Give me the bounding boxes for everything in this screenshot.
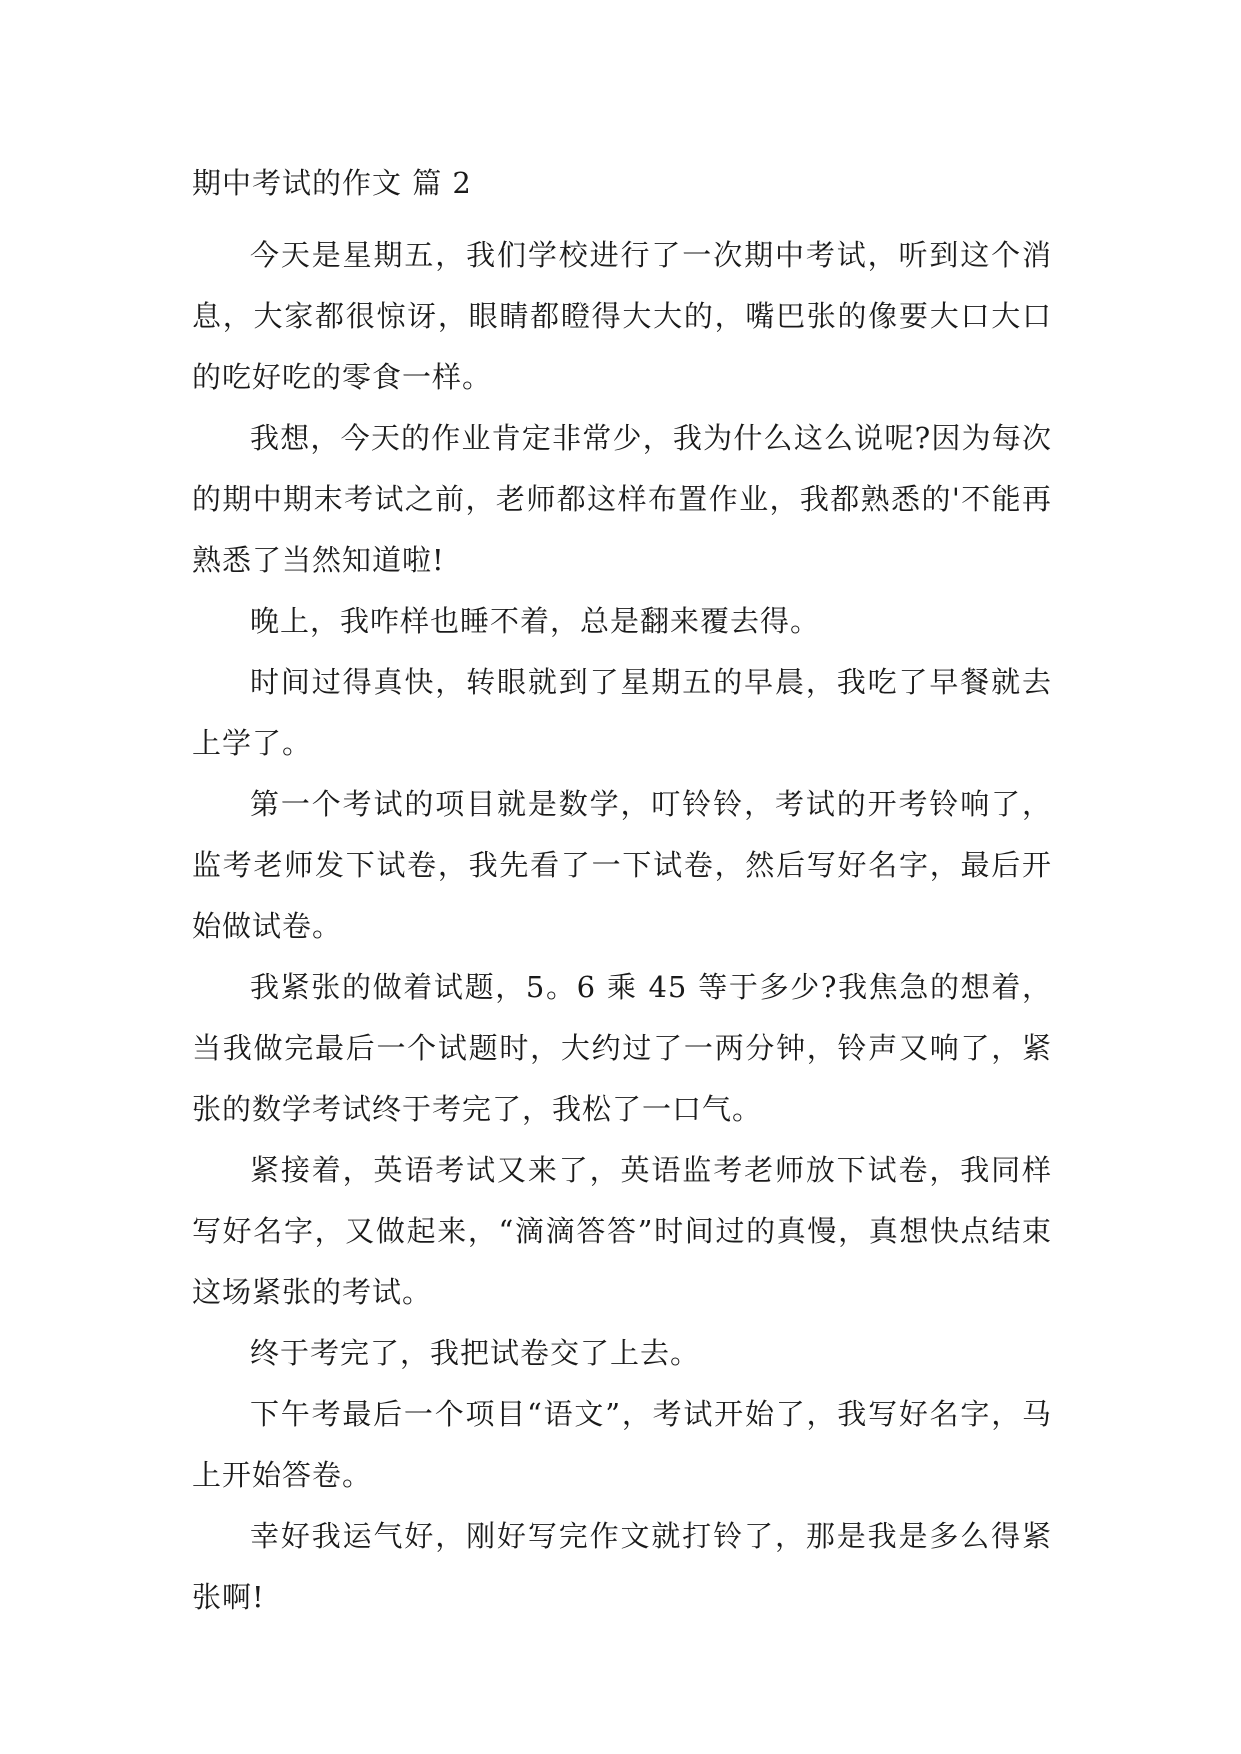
paragraph-5: 第一个考试的项目就是数学，叮铃铃，考试的开考铃响了，监考老师发下试卷，我先看了一下试卷，然后写好名字，最后开始做试卷。 [192, 787, 1052, 943]
paragraph-6: 我紧张的做着试题，5。6 乘 45 等于多少?我焦急的想着，当我做完最后一个试题时，大约过了一两分钟，铃声又响了，紧张的数学考试终于考完了，我松了一口气。 [192, 970, 1052, 1126]
paragraph-3: 晚上，我咋样也睡不着，总是翻来覆去得。 [250, 604, 821, 638]
paragraph-8: 终于考完了，我把试卷交了上去。 [250, 1336, 701, 1370]
paragraph-1: 今天是星期五，我们学校进行了一次期中考试，听到这个消息，大家都很惊讶，眼睛都瞪得大大的，嘴巴张的像要大口大口的吃好吃的零食一样。 [192, 238, 1052, 394]
paragraph-7: 紧接着，英语考试又来了，英语监考老师放下试卷，我同样写好名字，又做起来，“滴滴答答”时间过的真慢，真想快点结束这场紧张的考试。 [192, 1153, 1052, 1309]
paragraph-9: 下午考最后一个项目“语文”，考试开始了，我写好名字，马上开始答卷。 [192, 1397, 1052, 1492]
paragraph-4: 时间过得真快，转眼就到了星期五的早晨，我吃了早餐就去上学了。 [192, 665, 1052, 760]
paragraph-2: 我想，今天的作业肯定非常少，我为什么这么说呢?因为每次的期中期末考试之前，老师都这样布置作业，我都熟悉的'不能再熟悉了当然知道啦! [192, 421, 1052, 577]
paragraph-10: 幸好我运气好，刚好写完作文就打铃了，那是我是多么得紧张啊! [192, 1519, 1052, 1614]
essay-title: 期中考试的作文 篇 2 [192, 166, 472, 200]
essay-body [192, 163, 1052, 1628]
